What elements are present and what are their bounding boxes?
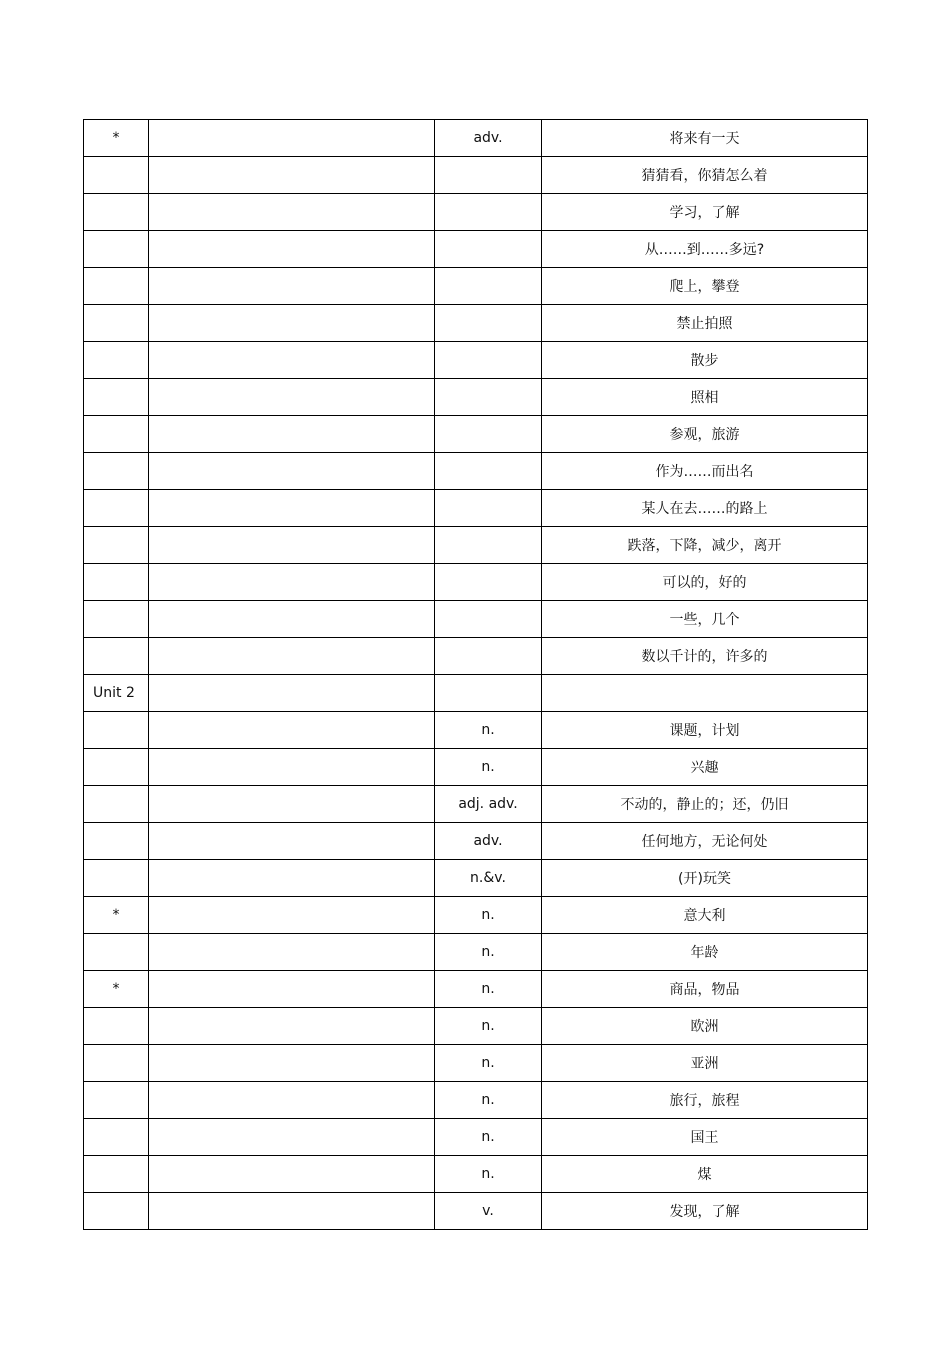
- mark-cell: [84, 453, 149, 490]
- mark-cell: [84, 860, 149, 897]
- word-cell: [149, 1193, 435, 1230]
- word-cell: [149, 860, 435, 897]
- mark-cell: Unit 2: [84, 675, 149, 712]
- mark-cell: [84, 1193, 149, 1230]
- table-row: [84, 601, 868, 638]
- word-cell: [149, 453, 435, 490]
- meaning-cell: [542, 675, 868, 712]
- meaning-cell: 课题，计划: [542, 712, 868, 749]
- mark-cell: [84, 934, 149, 971]
- mark-cell: [84, 194, 149, 231]
- mark-cell: [84, 379, 149, 416]
- mark-cell: [84, 231, 149, 268]
- part-of-speech-cell: n.: [435, 897, 542, 934]
- table-row: [84, 786, 868, 823]
- word-cell: [149, 194, 435, 231]
- mark-cell: [84, 1045, 149, 1082]
- word-cell: [149, 601, 435, 638]
- meaning-cell: 一些，几个: [542, 601, 868, 638]
- mark-cell: *: [84, 897, 149, 934]
- word-cell: [149, 1045, 435, 1082]
- part-of-speech-cell: [435, 342, 542, 379]
- meaning-cell: 欧洲: [542, 1008, 868, 1045]
- mark-cell: [84, 1008, 149, 1045]
- word-cell: [149, 305, 435, 342]
- word-cell: [149, 342, 435, 379]
- part-of-speech-cell: [435, 675, 542, 712]
- word-cell: [149, 120, 435, 157]
- word-cell: [149, 527, 435, 564]
- table-row: [84, 1119, 868, 1156]
- mark-cell: [84, 1082, 149, 1119]
- mark-cell: [84, 305, 149, 342]
- table-row: [84, 490, 868, 527]
- vocabulary-table: [83, 119, 868, 1230]
- meaning-cell: 学习，了解: [542, 194, 868, 231]
- table-row: [84, 453, 868, 490]
- table-row: [84, 712, 868, 749]
- mark-cell: [84, 157, 149, 194]
- meaning-cell: 参观，旅游: [542, 416, 868, 453]
- meaning-cell: 照相: [542, 379, 868, 416]
- table-row: [84, 342, 868, 379]
- word-cell: [149, 1082, 435, 1119]
- table-row: [84, 934, 868, 971]
- part-of-speech-cell: [435, 453, 542, 490]
- table-row: [84, 1193, 868, 1230]
- meaning-cell: 猜猜看，你猜怎么着: [542, 157, 868, 194]
- meaning-cell: 发现，了解: [542, 1193, 868, 1230]
- part-of-speech-cell: [435, 527, 542, 564]
- word-cell: [149, 157, 435, 194]
- part-of-speech-cell: [435, 231, 542, 268]
- word-cell: [149, 490, 435, 527]
- table-row: [84, 860, 868, 897]
- table-row: [84, 897, 868, 934]
- mark-cell: [84, 638, 149, 675]
- mark-cell: [84, 564, 149, 601]
- word-cell: [149, 416, 435, 453]
- meaning-cell: 爬上，攀登: [542, 268, 868, 305]
- meaning-cell: 不动的，静止的；还，仍旧: [542, 786, 868, 823]
- table-row: [84, 1082, 868, 1119]
- word-cell: [149, 934, 435, 971]
- part-of-speech-cell: [435, 194, 542, 231]
- part-of-speech-cell: v.: [435, 1193, 542, 1230]
- meaning-cell: 旅行，旅程: [542, 1082, 868, 1119]
- table-row: [84, 416, 868, 453]
- mark-cell: [84, 712, 149, 749]
- table-row: [84, 749, 868, 786]
- part-of-speech-cell: n.&v.: [435, 860, 542, 897]
- part-of-speech-cell: [435, 268, 542, 305]
- part-of-speech-cell: n.: [435, 1008, 542, 1045]
- mark-cell: [84, 1119, 149, 1156]
- table-row: [84, 1045, 868, 1082]
- table-row: [84, 638, 868, 675]
- table-row: [84, 120, 868, 157]
- meaning-cell: 散步: [542, 342, 868, 379]
- table-row: [84, 971, 868, 1008]
- table-row: [84, 157, 868, 194]
- meaning-cell: 国王: [542, 1119, 868, 1156]
- part-of-speech-cell: n.: [435, 749, 542, 786]
- part-of-speech-cell: adj. adv.: [435, 786, 542, 823]
- word-cell: [149, 897, 435, 934]
- mark-cell: [84, 268, 149, 305]
- mark-cell: [84, 416, 149, 453]
- part-of-speech-cell: n.: [435, 712, 542, 749]
- word-cell: [149, 675, 435, 712]
- meaning-cell: 禁止拍照: [542, 305, 868, 342]
- meaning-cell: 兴趣: [542, 749, 868, 786]
- table-row: [84, 564, 868, 601]
- meaning-cell: (开)玩笑: [542, 860, 868, 897]
- part-of-speech-cell: [435, 638, 542, 675]
- meaning-cell: 煤: [542, 1156, 868, 1193]
- meaning-cell: 意大利: [542, 897, 868, 934]
- word-cell: [149, 268, 435, 305]
- mark-cell: [84, 342, 149, 379]
- section-header-row: [84, 675, 868, 712]
- mark-cell: [84, 823, 149, 860]
- word-cell: [149, 712, 435, 749]
- part-of-speech-cell: n.: [435, 1156, 542, 1193]
- word-cell: [149, 749, 435, 786]
- meaning-cell: 将来有一天: [542, 120, 868, 157]
- meaning-cell: 从……到……多远?: [542, 231, 868, 268]
- word-cell: [149, 1119, 435, 1156]
- mark-cell: [84, 786, 149, 823]
- table-row: [84, 823, 868, 860]
- word-cell: [149, 564, 435, 601]
- part-of-speech-cell: [435, 305, 542, 342]
- word-cell: [149, 1156, 435, 1193]
- word-cell: [149, 379, 435, 416]
- word-cell: [149, 786, 435, 823]
- part-of-speech-cell: [435, 490, 542, 527]
- part-of-speech-cell: [435, 157, 542, 194]
- meaning-cell: 跌落，下降，减少，离开: [542, 527, 868, 564]
- part-of-speech-cell: n.: [435, 971, 542, 1008]
- word-cell: [149, 231, 435, 268]
- table-row: [84, 305, 868, 342]
- table-row: [84, 194, 868, 231]
- meaning-cell: 年龄: [542, 934, 868, 971]
- meaning-cell: 任何地方，无论何处: [542, 823, 868, 860]
- table-row: [84, 1008, 868, 1045]
- word-cell: [149, 1008, 435, 1045]
- meaning-cell: 数以千计的，许多的: [542, 638, 868, 675]
- mark-cell: [84, 601, 149, 638]
- word-cell: [149, 823, 435, 860]
- table-row: [84, 231, 868, 268]
- part-of-speech-cell: adv.: [435, 120, 542, 157]
- mark-cell: [84, 527, 149, 564]
- mark-cell: [84, 1156, 149, 1193]
- meaning-cell: 作为……而出名: [542, 453, 868, 490]
- mark-cell: *: [84, 120, 149, 157]
- mark-cell: [84, 490, 149, 527]
- part-of-speech-cell: [435, 564, 542, 601]
- word-cell: [149, 638, 435, 675]
- table-row: [84, 527, 868, 564]
- vocabulary-table-body: [84, 120, 868, 1230]
- mark-cell: [84, 749, 149, 786]
- word-cell: [149, 971, 435, 1008]
- meaning-cell: 亚洲: [542, 1045, 868, 1082]
- meaning-cell: 某人在去……的路上: [542, 490, 868, 527]
- part-of-speech-cell: n.: [435, 1045, 542, 1082]
- part-of-speech-cell: adv.: [435, 823, 542, 860]
- mark-cell: *: [84, 971, 149, 1008]
- table-row: [84, 1156, 868, 1193]
- part-of-speech-cell: n.: [435, 934, 542, 971]
- part-of-speech-cell: n.: [435, 1082, 542, 1119]
- meaning-cell: 可以的，好的: [542, 564, 868, 601]
- meaning-cell: 商品，物品: [542, 971, 868, 1008]
- table-row: [84, 379, 868, 416]
- part-of-speech-cell: [435, 601, 542, 638]
- table-row: [84, 268, 868, 305]
- part-of-speech-cell: [435, 379, 542, 416]
- part-of-speech-cell: [435, 416, 542, 453]
- part-of-speech-cell: n.: [435, 1119, 542, 1156]
